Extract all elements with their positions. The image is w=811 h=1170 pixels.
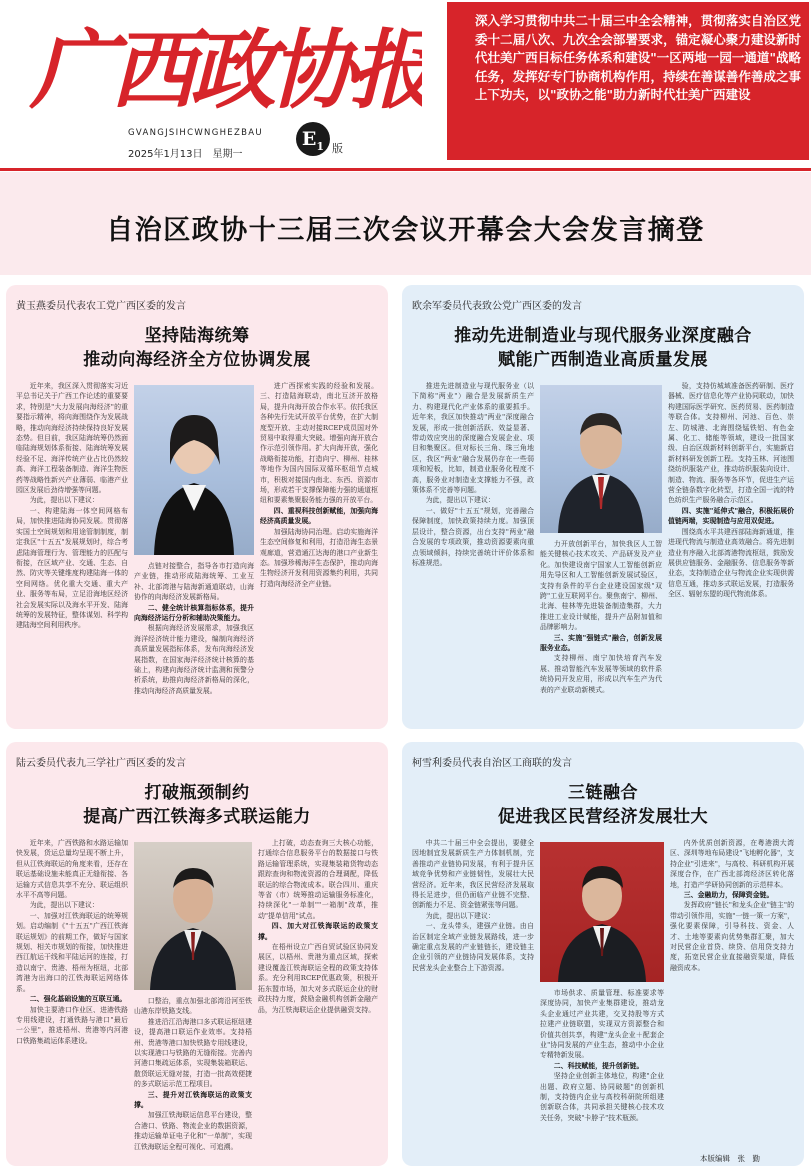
paragraph: 加强陆海协同治理。启动实施海洋生态空间修复和利用，打造沿海生态景观廊道，营造通江达海的港口产业新生态。加强珍稀海洋生态保护，推动向海生物经济开发利用资源集约利用，共同打造向海经济全产业链。 <box>260 527 378 588</box>
article-column <box>16 381 128 721</box>
article-title-line2: 提高广西江铁海多式联运能力 <box>83 807 311 827</box>
paragraph: 中共二十届三中全会提出，要健全因地制宜发展新质生产力体制机制，完善推动产业链协同发展，有利于提升区域竞争优势和产业链韧性，发展壮大民营经济。近年来，我区民营经济发展取得长足进步，但仍面临产业链不完整、创新能力不足、资金链紧张等问题。 <box>412 839 534 910</box>
article-title-line1: 打破瓶颈制约 <box>144 783 250 803</box>
paragraph: 验，支持仿城域准备医药研制、医疗器械、医疗信息化等产业协同联动，加快构建国际医学研究、医药贸易、医药制造等联合体。支持柳州、河池、百色、崇左、防城港、北海围绕锰铁铝、有色金属、化工、储能等领域，建设一批国家级、自治区级新材料创新平台，实施新启新材料研发创新工程。支持玉林、河池围绕纺织服装产业，推动纺织服装向设计、制造、物流、服务等各环节，促进生产运营全链条数字化转型，打造全国一流的特色纺织生产服务融合示范区。 <box>668 382 794 505</box>
page-headline: 自治区政协十三届三次会议开幕会大会发言摘登 <box>106 215 705 246</box>
paragraph: 在梧州设立广西自贸试验区协同发展区，以梧州、贵港为重点区域，探索建设覆盖江铁海联运全程的政策支持体系。充分利用RCEP优惠政策，积极开拓东盟市场，加大对多式联运企业的财政扶持力度，鼓励金融机构创新金融产品，为江铁海联运企业提供融资支持。 <box>258 943 378 1014</box>
article-column <box>260 381 378 721</box>
paragraph: 点链对接整合，指导各市打造向海产业链，推动形成陆海统筹、工业互补、北部湾港与陆海新通道联动，山海协作的向海经济发展新格局。 <box>134 562 254 602</box>
section-heading: 二、科技赋能，提升创新链。 <box>553 1061 644 1070</box>
masthead-rule <box>0 168 811 171</box>
person-portrait-icon <box>540 385 662 533</box>
section-heading: 三、实施"强链式"融合，创新发展服务业态。 <box>540 633 662 653</box>
section-heading: 四、重视科技创新赋能，加强向海经济高质量发展。 <box>260 506 378 526</box>
person-portrait-icon <box>134 385 254 555</box>
paragraph: 口整治，重点加强北部湾沿河至铁山港东岸铁路支线。 <box>134 997 252 1016</box>
edition-suffix: 版 <box>332 142 343 155</box>
paragraph: 内外优质创新资源，在粤港澳大湾区、深圳等地布局建设"飞地孵化器"，支持企业"引进来"，与高校、科研机构开展深度合作，在广西北部湾经济区转化落地，打造产学研协同创新的示范样本。 <box>670 839 794 889</box>
paragraph: 为此，提出以下建议： <box>29 496 99 505</box>
paragraph: 市场供求、质量管理、标准要求等深度协同，加快产业集群建设，推动龙头企业通过产业共建，交叉持股等方式拉建产业链联盟，实现双方资源整合和价值共创共享，构建"龙头企业＋配套企业"协同发展的产业生态，推动中小企业专精特新发展。 <box>540 989 664 1060</box>
paragraph: 推进先进制造业与现代服务业（以下简称"两业"）融合是发展新质生产力、构建现代化产业体系的重要抓手。近年来，我区加快推动"两业"深度融合发展，形成一批创新活跃、效益显著、带动效应突出的深度融合发展企业、项目和集聚区。但对标长三角、珠三角地区，我区"两业"融合发展仍存在一些弱项和短板，比如，制造业服务化程度不高，服务业对制造业支撑能力不强，政策体系不完善等问题。 <box>412 382 534 495</box>
edition-letter: $E_1$ <box>296 122 330 156</box>
slogan-box: 深入学习贯彻中共二十届三中全会精神，贯彻落实自治区党委十二届八次、九次全会部署要求，锚定凝心聚力建设新时代壮美广西目标任务体系和建设"一区两地一园一通道"战略任务，发挥好专门协商机构作用，持续在善谋善作善成之事上下功夫，以"政协之能"助力新时代壮美广西建设 <box>447 2 809 160</box>
person-portrait-icon <box>540 842 664 982</box>
paragraph: 围绕高水平共建西部陆海新通道，推进现代物流与制造业高效融合。将先进制造业有序融入北部湾港物流枢纽，鼓励发展供应链服务、金融服务、信息服务等新业态，支持制造企业与物流企业实现供需信息互通，推动多式联运发展，打造服务全区、辐射东盟的现代物流体系。 <box>668 527 794 599</box>
paragraph: 力开放创新平台，加快我区人工智能关键核心技术攻关、产品研发及产业化。加快建设南宁国家人工智能创新应用先导区和人工智能创新发展试验区，支持有条件的平台企业建设国家级"双跨"工业互联网平台。聚焦南宁、柳州、北海、桂林等先进装备制造集群，大力推进工业设计赋能，提升产品附加值和品牌影响力。 <box>540 540 662 632</box>
masthead-pinyin: GVANGJSIHCWNGHEZBAU <box>128 128 263 138</box>
paragraph: 上打破，动态查询三大核心功能，打通综合信息服务平台的数据接口与铁路运输管理系统，实现集装箱货物动态跟踪查询和物流资源的合理调配，降低联运的综合物流成本。联合四川、重庆等省（市）统筹推动运输服务标准化，持续深化"一单制""一箱制"改革，推动"提单信用"试点。 <box>258 839 378 920</box>
article-column <box>258 838 378 1158</box>
article-column <box>412 381 534 721</box>
article-title-line1: 坚持陆海统筹 <box>144 326 250 346</box>
article-column <box>134 561 254 721</box>
section-heading: 四、实施"延伸式"融合，积极拓展价值链两端，实现制造与应用双促进。 <box>668 506 794 526</box>
masthead <box>0 0 811 178</box>
section-heading: 二、健全统计核算指标体系，提升向海经济运行分析和辅助决策能力。 <box>134 603 254 623</box>
article-title-line2: 促进我区民营经济发展壮大 <box>498 807 708 827</box>
paragraph: 发挥政府"链长"和龙头企业"链主"的带动引领作用，实施"一链一策一方案"，强化要素保障，引导科技、资金、人才、土地等要素向优势集群汇聚，加大对民营企业首贷、续贷、信用贷支持力度，拓宽民营企业直接融资渠道，降低融资成本。 <box>670 901 794 972</box>
article-panel-1 <box>6 285 388 729</box>
paragraph: 一、加强对江铁海联运的统筹规划。启动编制《"十五五"广西江铁海联运规划》的前期工作，做好与国家规划、相关市规划的衔接，加快推进西江航运干线和平陆运河的连接，打造以南宁、贵港、梧州为枢纽，北部湾港为出海口的江铁海联运网络体系。 <box>16 911 128 993</box>
paragraph: 推进沿江沿海港口多式联运枢纽建设，提高港口联运作业效率。支持梧州、贵港等港口加快铁路专用线建设，以实现港口与铁路的无缝衔接。完善内河港口集疏运体系，实现集装箱联运、散货联运无缝对接，打造一批高效便捷的多式联运示范工程项目。 <box>134 1017 252 1089</box>
paragraph: 进广西探索实践的经验和发展。三、打造陆海联动，南北互济开放格局，提升向海开放合作水平。依托我区各种先行先试开放平台优势，在扩大制度型开放、主动对接RCEP成员国对外贸易中取得重大突破。增强向海开放合作示范引领作用。扩大向海开放，强化战略衔接功能，打造向宁、柳州、桂林等地作为国内国际双循环枢纽节点城市，积极对接国内南北、东西、资源市场，形成若干支撑保障能力强的通道枢纽和要素集聚服务能力强的开放平台。 <box>260 382 378 505</box>
article-title-line1: 推动先进制造业与现代服务业深度融合 <box>454 326 752 346</box>
paragraph: 为此，提出以下建议： <box>425 496 495 505</box>
edition-badge <box>296 122 343 156</box>
article-panel-3 <box>6 742 388 1166</box>
speaker-photo <box>540 385 662 533</box>
article-title-line2: 推动向海经济全方位协调发展 <box>83 350 311 370</box>
article-panel-2 <box>402 285 804 729</box>
speaker-photo <box>540 842 664 982</box>
editor-credit: 本版编辑 张 勤 <box>700 1154 760 1163</box>
article-column <box>670 838 794 1138</box>
article-column <box>412 838 534 1158</box>
section-heading: 四、加大对江铁海联运的政策支撑。 <box>258 922 378 941</box>
article-title-line2: 赋能广西制造业高质量发展 <box>498 350 708 370</box>
article-column <box>16 838 128 1158</box>
calligraphy-logo-graphic <box>22 8 422 118</box>
section-heading: 二、强化基础设施的互联互通。 <box>29 995 127 1004</box>
paragraph: 近年来，我区深入贯彻落实习近平总书记关于广西工作论述的重要要求，特别是"大力发展向海经济"的重要指示精神，将向海围绕作为发展战略，推动向海经济持续保持良好发展态势。但目前，我区陆海统筹仍然面临陆海规划体系衔接、陆海统筹发展经验不足、海洋传统产业占比仍然较高、海洋工程装备制造、海洋生物医药等战略性新兴产业薄弱、临港产业园区发展后劲待增强等问题。 <box>16 382 128 495</box>
paragraph: 支持柳州、南宁加快培育汽车发展、推动智能汽车发展等领域的软件系统协同开发应用，形成以汽车生产为代表的产业联动新模式。 <box>540 654 662 694</box>
paragraph: 为此，提出以下建议： <box>29 901 99 910</box>
person-portrait-icon <box>134 842 252 990</box>
article-column <box>668 381 794 721</box>
paragraph: 近年来，广西铁路和水路运输加快发展，货运总量均呈现不断上升，但从江铁海联运的角度来看，还存在联运基础设施未能真正无缝衔接、各运输方式信息共享不充分、联运组织水平不高等问题。 <box>16 839 128 900</box>
article-title-line1: 三链融合 <box>568 783 638 803</box>
svg-text:广西政协报: 广西政协报 <box>30 20 422 118</box>
speaker-photo <box>134 385 254 555</box>
paragraph: 坚持企业创新主体地位，构建"企业出题、政府立题、协同破题"的创新机制，支持链内企业与高校科研院所组建创新联合体，共同承担关键核心技术攻关任务，突破"卡脖子"技术瓶颈。 <box>540 1072 664 1122</box>
article-column <box>540 539 662 721</box>
section-heading: 三、提升对江铁海联运的政策支撑。 <box>134 1090 252 1110</box>
article-column <box>134 996 252 1158</box>
article-speaker: 陆云委员代表九三学社广西区委的发言 <box>16 758 186 769</box>
section-heading: 三、金融助力，保障资金链。 <box>683 891 774 900</box>
newspaper-logo <box>22 8 422 118</box>
paragraph: 一、龙头带头，建强产业链。由自治区制定全域产业链发展路线，进一步确定重点发展的产业链链长，建设链主企业引领的产业链协同发展体系，支持民营龙头企业整合上下游资源。 <box>412 922 534 972</box>
article-speaker: 欧余军委员代表致公党广西区委的发言 <box>412 301 582 312</box>
paragraph: 根据向海经济发展需求，加强我区海洋经济统计能力建设，编制向海经济高质量发展指标体系，发布向海经济发展指数，在国家海洋经济统计核算的基础上，构建向海经济统计监测和预警分析系统，助推向海经济新格局的深化，推动向海经济高质量发展。 <box>134 624 254 695</box>
article-panel-4 <box>402 742 804 1166</box>
paragraph: 加快主要港口作业区、进港铁路专用线建设，打通铁路与港口"最后一公里"，推进梧州、贵港等内河港口铁路集疏运体系建设。 <box>16 1005 128 1045</box>
paragraph: 一、做好"十五五"规划，完善融合保障制度，加快政策持续力度。加强顶层设计，整合资源，出台支持"两业"融合发展的专项政策，推动资源要素向重点领域倾斜，持续完善统计评价体系和标准规范。 <box>412 506 534 567</box>
article-speaker: 柯雪利委员代表自治区工商联的发言 <box>412 758 572 769</box>
article-speaker: 黄玉燕委员代表农工党广西区委的发言 <box>16 301 186 312</box>
paragraph: 加强江铁海联运信息平台建设，整合港口、铁路、物流企业的数据资源，推动运输单证电子化和"一单制"，实现江铁海联运全程可视化、可追溯。 <box>134 1111 252 1151</box>
paragraph: 为此，提出以下建议： <box>425 911 495 920</box>
speaker-photo <box>134 842 252 990</box>
paragraph: 一、构建陆海一体空间网格布局，加快推进陆海协同发展。贯彻落实国土空间规划和用途管制制度，制定我区"十五五"发展规划时，综合考虑陆海管理行为、管理能力的匹配与衔接，在区域产业、交通、生态、自然、防灾等关键维度构建陆海一体的空间网络。优化重大交通、重大产业、服务等布局，立足沿海地区经济社会发展实际以及海水平开发、陆海统筹的发展特征，整体谋划、科学构建陆海空间利用秩序。 <box>16 506 128 630</box>
article-column <box>540 988 664 1158</box>
issue-date: 2025年1月13日 星期一 <box>128 149 243 160</box>
